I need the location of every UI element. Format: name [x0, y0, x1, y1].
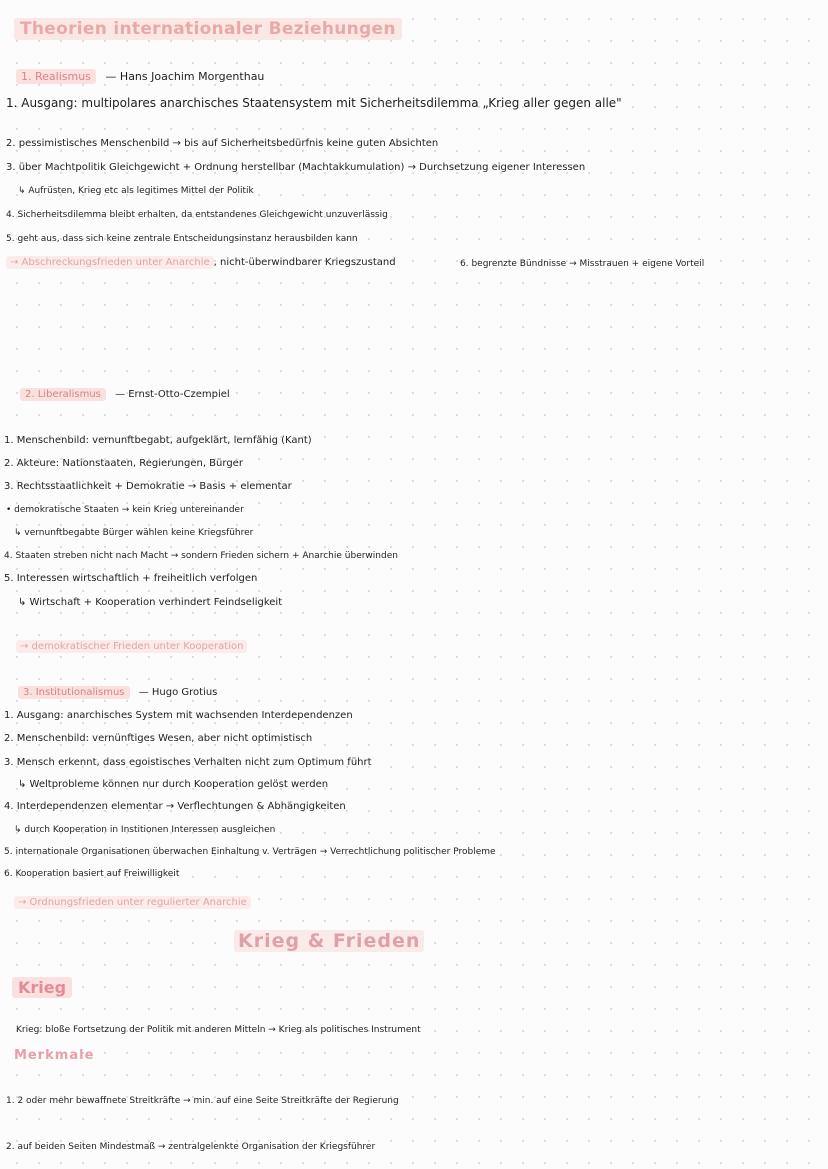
realismus-heading: 1. Realismus [16, 69, 96, 84]
institutionalismus-line-5: 5. internationale Organisationen überwachen Einhaltung v. Verträgen → Verrechtlichung politischer Probleme [4, 847, 496, 857]
institutionalismus-line-6: 6. Kooperation basiert auf Freiwilligkeit [4, 869, 180, 879]
liberalismus-line-5: 5. Interessen wirtschaftlich + freiheitlich verfolgen [4, 573, 258, 584]
liberalismus-line-3: 3. Rechtsstaatlichkeit + Demokratie → Basis + elementar [4, 481, 292, 492]
realismus-line-1: 1. Ausgang: multipolares anarchisches Staatensystem mit Sicherheitsdilemma „Krieg aller gegen alle" [6, 96, 622, 110]
realismus-line-3-sub: ↳ Aufrüsten, Krieg etc als legitimes Mittel der Politik [18, 186, 254, 196]
institutionalismus-line-3: 3. Mensch erkennt, dass egoistisches Verhalten nicht zum Optimum führt [4, 757, 372, 768]
institutionalismus-line-3-sub: ↳ Weltprobleme können nur durch Kooperation gelöst werden [18, 779, 329, 790]
realismus-point-6: 6. begrenzte Bündnisse → Misstrauen + eigene Vorteil [460, 259, 705, 269]
liberalismus-author: — Ernst-Otto-Czempiel [115, 389, 230, 400]
institutionalismus-line-4-sub: ↳ durch Kooperation in Institionen Interessen ausgleichen [14, 825, 276, 835]
merkmale-heading: Merkmale [14, 1048, 95, 1063]
institutionalismus-heading: 3. Institutionalismus [18, 686, 130, 699]
section-title-krieg-frieden: Krieg & Frieden [234, 930, 424, 952]
liberalismus-line-3-sub: ↳ vernunftbegabte Bürger wählen keine Kriegsführer [14, 528, 254, 538]
liberalismus-heading-row [20, 389, 230, 400]
merkmal-2: 2. auf beiden Seiten Mindestmaß → zentralgelenkte Organisation der Kriegsführer [6, 1142, 376, 1152]
institutionalismus-conclusion-text: → Ordnungsfrieden unter regulierter Anarchie [14, 896, 251, 909]
liberalismus-line-1: 1. Menschenbild: vernunftbegabt, aufgeklärt, lernfähig (Kant) [4, 435, 312, 446]
realismus-conclusion [6, 257, 396, 268]
realismus-conclusion-highlight: → Abschreckungsfrieden unter Anarchie [6, 256, 214, 269]
realismus-line-4: 4. Sicherheitsdilemma bleibt erhalten, da entstandenes Gleichgewicht unzuverlässig [6, 210, 388, 220]
realismus-line-2: 2. pessimistisches Menschenbild → bis auf Sicherheitsbedürfnis keine guten Absichten [6, 138, 439, 149]
realismus-line-5: 5. geht aus, dass sich keine zentrale Entscheidungsinstanz herausbilden kann [6, 234, 358, 244]
institutionalismus-line-2: 2. Menschenbild: vernünftiges Wesen, aber nicht optimistisch [4, 733, 313, 744]
institutionalismus-conclusion [14, 897, 251, 908]
institutionalismus-author: — Hugo Grotius [138, 687, 218, 698]
liberalismus-line-4: 4. Staaten streben nicht nach Macht → sondern Frieden sichern + Anarchie überwinden [4, 551, 398, 561]
institutionalismus-line-1: 1. Ausgang: anarchisches System mit wachsenden Interdependenzen [4, 710, 353, 721]
realismus-line-3: 3. über Machtpolitik Gleichgewicht + Ordnung herstellbar (Machtakkumulation) → Durchsetzung eigener Interessen [6, 162, 586, 173]
krieg-definition: Krieg: bloße Fortsetzung der Politik mit anderen Mitteln → Krieg als politisches Instrument [16, 1025, 421, 1035]
page-title: Theorien internationaler Beziehungen [14, 18, 402, 40]
realismus-conclusion-rest: , nicht-überwindbarer Kriegszustand [213, 257, 396, 268]
liberalismus-line-2: 2. Akteure: Nationstaaten, Regierungen, Bürger [4, 458, 243, 469]
liberalismus-line-5-sub: ↳ Wirtschaft + Kooperation verhindert Feindseligkeit [18, 597, 283, 608]
krieg-heading: Krieg [12, 977, 72, 998]
institutionalismus-line-4: 4. Interdependenzen elementar → Verflechtungen & Abhängigkeiten [4, 801, 346, 812]
merkmal-1: 1. 2 oder mehr bewaffnete Streitkräfte → min. auf eine Seite Streitkräfte der Regierung [6, 1096, 399, 1106]
realismus-author: — Hans Joachim Morgenthau [105, 70, 265, 83]
liberalismus-conclusion-text: → demokratischer Frieden unter Kooperation [16, 640, 247, 653]
liberalismus-line-3-bullet: • demokratische Staaten → kein Krieg untereinander [6, 505, 244, 515]
realismus-heading-row [16, 70, 264, 83]
institutionalismus-heading-row [18, 687, 217, 698]
liberalismus-conclusion [16, 641, 247, 652]
liberalismus-heading: 2. Liberalismus [20, 388, 106, 401]
